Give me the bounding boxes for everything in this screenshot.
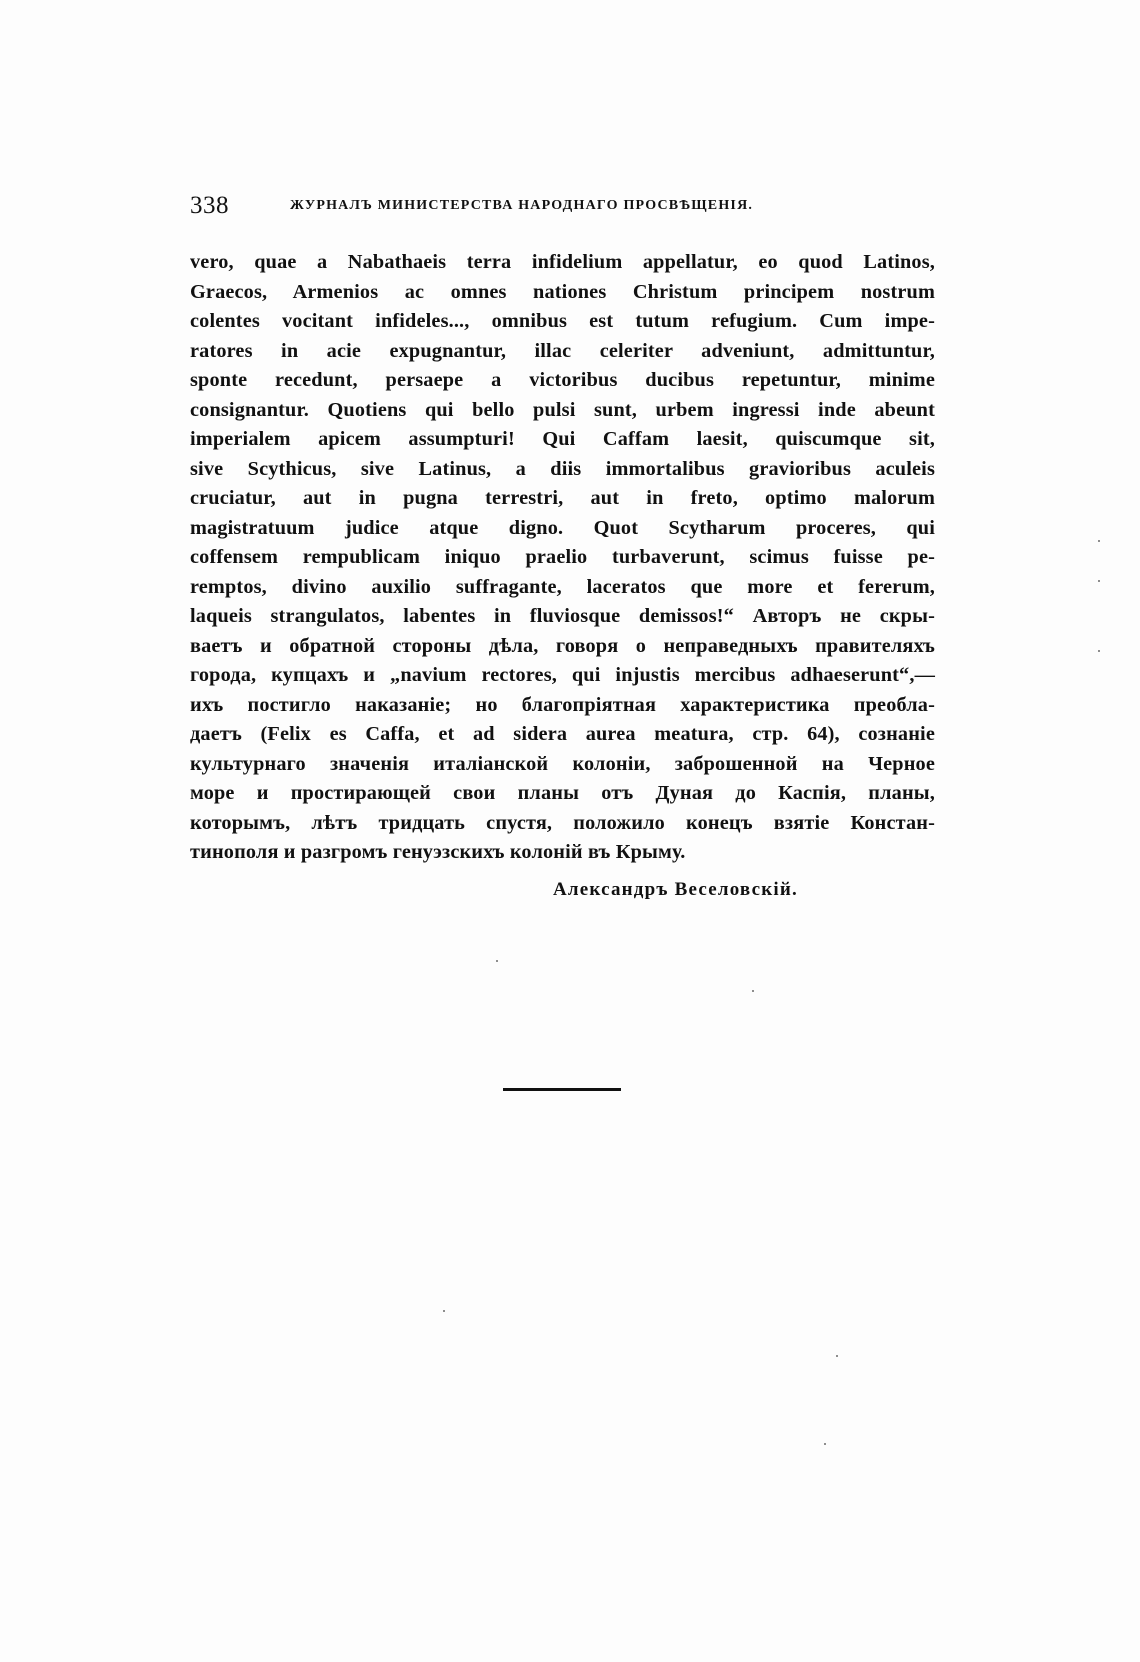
text-line: ваетъ и обратной стороны дѣла, говоря о неправедныхъ правителяхъ bbox=[190, 634, 935, 657]
scan-speck bbox=[824, 1443, 826, 1445]
text-line: ratores in acie expugnantur, illac celeriter adveniunt, admittuntur, bbox=[190, 339, 935, 362]
text-line: magistratuum judice atque digno. Quot Scytharum proceres, qui bbox=[190, 516, 935, 539]
end-rule bbox=[503, 1088, 621, 1091]
text-line: remptos, divino auxilio suffragante, laceratos que more et fererum, bbox=[190, 575, 935, 598]
text-line: laqueis strangulatos, labentes in fluviosque demissos!“ Авторъ не скры- bbox=[190, 605, 935, 627]
scan-speck bbox=[752, 990, 754, 992]
text-line: города, купцахъ и „navium rectores, qui injustis mercibus adhaeserunt“,— bbox=[190, 664, 935, 686]
text-line: культурнаго значенія италіанской колоніи, заброшенной на Черное bbox=[190, 752, 935, 775]
text-line: colentes vocitant infideles..., omnibus est tutum refugium. Cum impe- bbox=[190, 310, 935, 332]
text-line: sponte recedunt, persaepe a victoribus ducibus repetuntur, minime bbox=[190, 369, 935, 391]
text-line: тинополя и разгромъ генуэзскихъ колоній въ Крыму. bbox=[190, 841, 686, 863]
scan-speck bbox=[1098, 580, 1100, 582]
text-line: ихъ постигло наказаніе; но благопріятная характеристика преобла- bbox=[190, 693, 935, 716]
scan-speck bbox=[496, 960, 498, 962]
text-line: coffensem rempublicam iniquo praelio turbaverunt, scimus fuisse pe- bbox=[190, 546, 935, 568]
text-line: даетъ (Felix es Caffa, et ad sidera aurea meatura, стр. 64), сознаніе bbox=[190, 723, 935, 745]
page-number: 338 bbox=[190, 192, 229, 219]
author-signature: Александръ Веселовскій. bbox=[553, 879, 798, 900]
text-line: vero, quae a Nabathaeis terra infidelium appellatur, eo quod Latinos, bbox=[190, 251, 935, 273]
running-title: ЖУРНАЛЪ МИНИСТЕРСТВА НАРОДНАГО ПРОСВѢЩЕНІЯ. bbox=[290, 198, 754, 213]
scan-speck bbox=[1098, 650, 1100, 652]
page-header bbox=[190, 192, 935, 228]
body-text bbox=[190, 248, 935, 868]
scan-speck bbox=[1098, 540, 1100, 542]
text-line: которымъ, лѣтъ тридцать спустя, положило конецъ взятіе Констан- bbox=[190, 811, 935, 834]
text-line: cruciatur, aut in pugna terrestri, aut in freto, optimo malorum bbox=[190, 487, 935, 509]
scan-speck bbox=[443, 1310, 445, 1312]
text-line: consignantur. Quotiens qui bello pulsi sunt, urbem ingressi inde abeunt bbox=[190, 398, 935, 421]
text-line: Graecos, Armenios ac omnes nationes Christum principem nostrum bbox=[190, 280, 935, 303]
text-line: imperialem apicem assumpturi! Qui Caffam laesit, quiscumque sit, bbox=[190, 428, 935, 450]
scan-speck bbox=[836, 1355, 838, 1357]
text-line: sive Scythicus, sive Latinus, a diis immortalibus gravioribus aculeis bbox=[190, 457, 935, 480]
text-line: море и простирающей свои планы отъ Дуная до Каспія, планы, bbox=[190, 782, 935, 804]
